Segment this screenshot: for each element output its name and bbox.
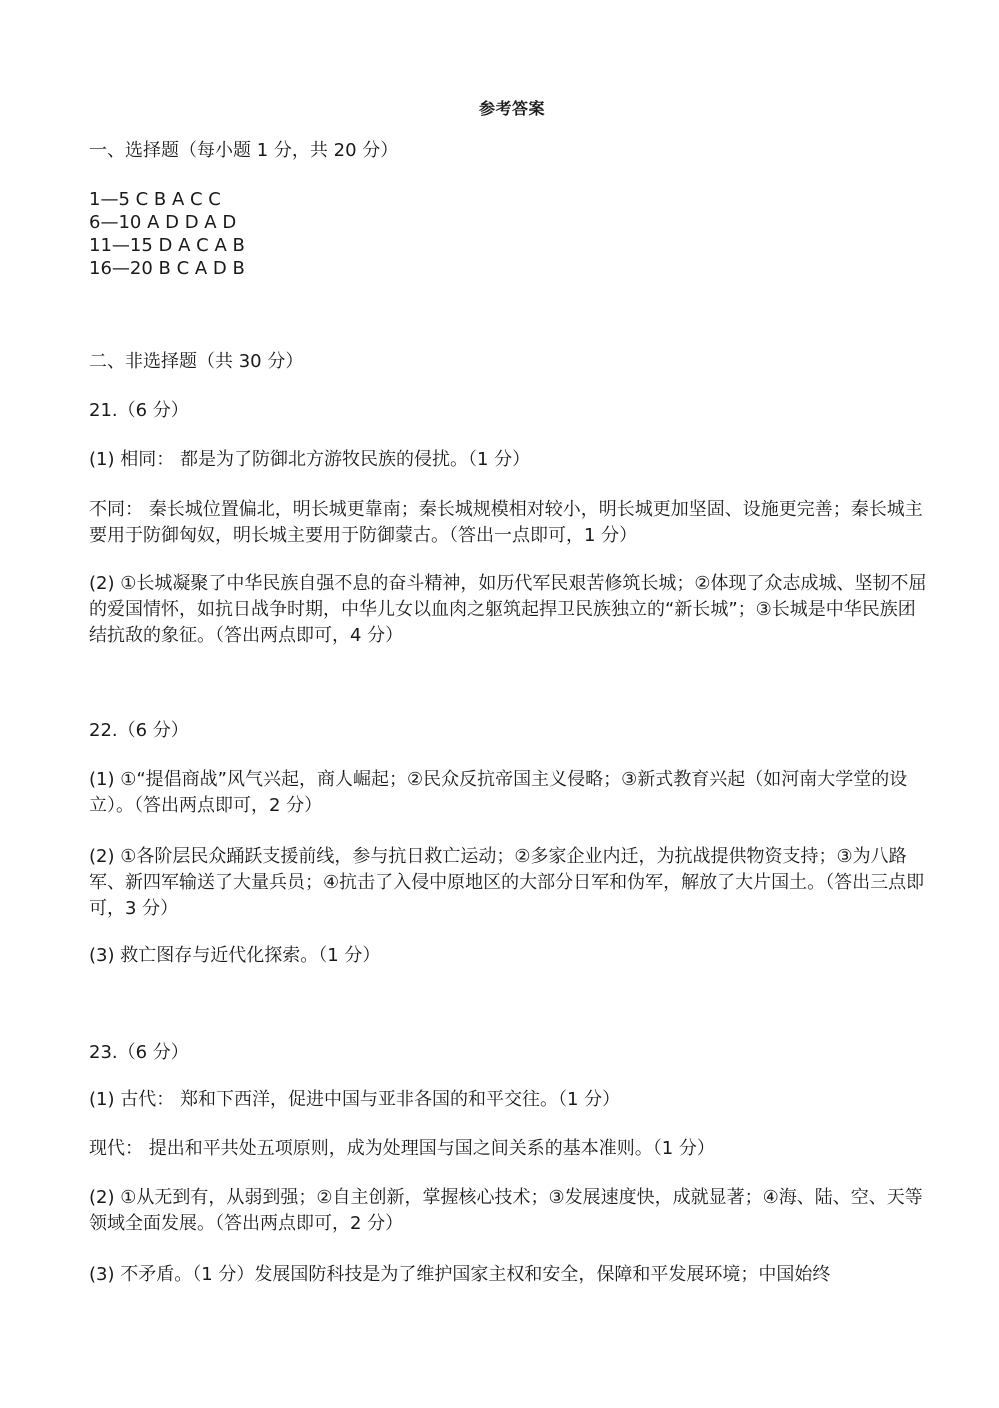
q22-part1: (1) ①“提倡商战”风气兴起，商人崛起；②民众反抗帝国主义侵略；③新式教育兴起（如河南大学堂的设立）。（答出两点即可，2 分） <box>89 769 908 816</box>
q22-header: 22.（6 分） <box>89 720 189 741</box>
answer-row-6-10: 6—10 A D D A D <box>89 212 237 233</box>
q21-part2: (2) ①长城凝聚了中华民族自强不息的奋斗精神，如历代军民艰苦修筑长城；②体现了众志成城、坚韧不屈的爱国情怀，如抗日战争时期，中华儿女以血肉之躯筑起捍卫民族独立的“新长城”；③长城是中华民族团结抗敌的象征。（答出两点即可，4 分） <box>89 573 927 646</box>
answer-row-1-5: 1—5 C B A C C <box>89 189 221 210</box>
q21-part1-diff: 不同： 秦长城位置偏北，明长城更靠南；秦长城规模相对较小，明长城更加坚固、设施更完善；秦长城主要用于防御匈奴，明长城主要用于防御蒙古。（答出一点即可，1 分） <box>89 499 923 546</box>
q23-part3: (3) 不矛盾。（1 分）发展国防科技是为了维护国家主权和安全，保障和平发展环境；中国始终 <box>89 1264 831 1285</box>
answer-row-16-20: 16—20 B C A D B <box>89 258 245 279</box>
answer-row-11-15: 11—15 D A C A B <box>89 235 245 256</box>
choice-answers <box>89 188 929 280</box>
q23-part1-modern: 现代： 提出和平共处五项原则，成为处理国与国之间关系的基本准则。（1 分） <box>89 1138 715 1159</box>
document-title: 参考答案 <box>478 99 545 118</box>
q23-part1: (1) 古代： 郑和下西洋，促进中国与亚非各国的和平交往。（1 分） <box>89 1089 621 1110</box>
q21-header: 21.（6 分） <box>89 400 189 421</box>
q23-part2: (2) ①从无到有，从弱到强；②自主创新，掌握核心技术；③发展速度快，成就显著；④海、陆、空、天等领域全面发展。（答出两点即可，2 分） <box>89 1187 923 1234</box>
q22-part2: (2) ①各阶层民众踊跃支援前线，参与抗日救亡运动；②多家企业内迁，为抗战提供物资支持；③为八路军、新四军输送了大量兵员；④抗击了入侵中原地区的大部分日军和伪军，解放了大片国土。（答出三点即可，3 分） <box>89 846 925 919</box>
q23-header: 23.（6 分） <box>89 1042 189 1063</box>
q22-part3: (3) 救亡图存与近代化探索。（1 分） <box>89 945 381 966</box>
q21-part1: (1) 相同： 都是为了防御北方游牧民族的侵扰。（1 分） <box>89 449 531 470</box>
section1-heading: 一、选择题（每小题 1 分，共 20 分） <box>89 140 399 161</box>
section2-heading: 二、非选择题（共 30 分） <box>89 351 304 372</box>
